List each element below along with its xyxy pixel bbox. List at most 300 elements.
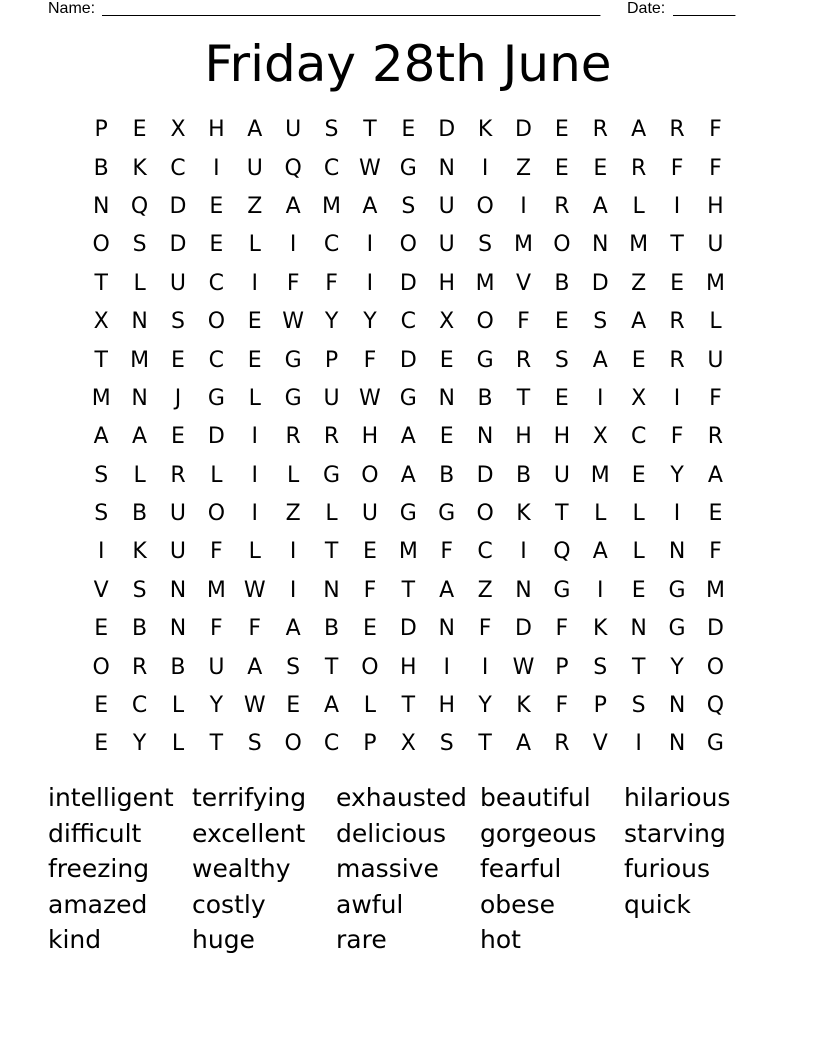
grid-cell[interactable]: N [131,309,148,335]
grid-cell[interactable]: E [401,117,416,143]
grid-cell[interactable]: S [247,731,262,757]
grid-cell[interactable]: R [285,424,301,450]
grid-cell[interactable]: M [130,347,150,373]
grid-cell[interactable]: B [477,385,493,411]
grid-cell[interactable]: U [323,385,340,411]
grid-cell[interactable]: G [284,347,302,373]
grid-cell[interactable]: O [399,232,417,258]
grid-cell[interactable]: T [324,654,339,680]
word-list-item: difficult [48,818,142,848]
grid-cell[interactable]: M [705,577,725,603]
grid-cell[interactable]: R [669,117,685,143]
grid-cell[interactable]: S [439,731,454,757]
grid-cell[interactable]: L [632,539,645,565]
grid-cell[interactable]: E [247,309,262,335]
grid-cell[interactable]: F [286,270,300,296]
grid-cell[interactable]: A [592,347,608,373]
grid-cell[interactable]: U [208,654,225,680]
grid-cell[interactable]: D [399,270,417,296]
grid-cell[interactable]: N [515,577,532,603]
grid-cell[interactable]: Z [285,501,301,527]
grid-cell[interactable]: A [707,462,723,488]
grid-cell[interactable]: F [248,616,262,642]
grid-cell[interactable]: R [592,117,608,143]
page-title: Friday 28th June [204,35,612,93]
grid-cell[interactable]: F [709,539,722,565]
grid-cell[interactable]: E [209,232,224,258]
grid-cell[interactable]: K [516,501,531,527]
grid-cell[interactable]: N [323,577,340,603]
grid-cell[interactable]: O [706,654,725,680]
grid-cell[interactable]: O [476,309,494,335]
grid-cell[interactable]: T [516,385,531,411]
grid-cell[interactable]: E [362,539,377,565]
grid-cell[interactable]: S [286,654,301,680]
grid-cell[interactable]: M [398,539,418,565]
grid-cell[interactable]: I [251,270,258,296]
grid-cell[interactable]: X [400,731,416,757]
grid-cell[interactable]: A [400,462,416,488]
grid-cell[interactable]: M [475,270,495,296]
grid-cell[interactable]: E [439,347,454,373]
grid-cell[interactable]: I [481,155,489,181]
grid-cell[interactable]: E [439,424,454,450]
grid-cell[interactable]: I [366,270,374,296]
grid-cell[interactable]: T [363,117,377,143]
grid-cell[interactable]: N [476,424,494,450]
grid-cell[interactable]: R [554,731,570,757]
grid-cell[interactable]: M [629,232,649,258]
grid-cell[interactable]: L [248,385,261,411]
grid-cell[interactable]: L [210,462,223,488]
grid-cell[interactable]: T [94,347,108,373]
grid-cell[interactable]: C [323,232,340,258]
grid-cell[interactable]: V [515,270,532,296]
grid-cell[interactable]: P [94,117,108,143]
grid-cell[interactable]: O [476,193,494,219]
grid-cell[interactable]: F [670,155,684,181]
grid-cell[interactable]: E [631,347,646,373]
grid-cell[interactable]: A [439,577,455,603]
grid-cell[interactable]: N [668,693,686,719]
grid-cell[interactable]: N [592,232,609,258]
grid-cell[interactable]: V [592,731,608,757]
grid-cell[interactable]: D [399,616,417,642]
date-field-line[interactable]: _______ [673,0,736,17]
grid-cell[interactable]: F [210,539,223,565]
grid-cell[interactable]: E [132,117,147,143]
grid-cell[interactable]: I [289,232,297,258]
grid-cell[interactable]: T [209,731,224,757]
grid-cell[interactable]: I [481,654,489,680]
grid-cell[interactable]: R [554,193,570,219]
grid-cell[interactable]: K [132,539,147,565]
grid-cell[interactable]: F [709,385,722,411]
grid-cell[interactable]: A [285,616,301,642]
grid-cell[interactable]: O [284,731,302,757]
grid-cell[interactable]: R [170,462,186,488]
grid-cell[interactable]: U [707,347,724,373]
grid-cell[interactable]: U [361,501,378,527]
grid-cell[interactable]: B [323,616,340,642]
grid-cell[interactable]: A [631,309,647,335]
grid-cell[interactable]: Q [553,539,571,565]
grid-cell[interactable]: P [593,693,607,719]
grid-cell[interactable]: A [324,693,340,719]
grid-cell[interactable]: W [359,155,381,181]
word-list-item: obese [480,889,555,919]
grid-cell[interactable]: Z [515,155,532,181]
grid-cell[interactable]: T [478,731,492,757]
grid-cell[interactable]: B [439,462,455,488]
grid-cell[interactable]: V [93,577,109,603]
grid-cell[interactable]: U [285,117,302,143]
grid-cell[interactable]: D [169,232,187,258]
grid-cell[interactable]: G [207,385,225,411]
grid-cell[interactable]: A [247,117,263,143]
grid-cell[interactable]: C [400,309,416,335]
grid-cell[interactable]: I [251,462,258,488]
grid-cell[interactable]: B [132,616,148,642]
grid-cell[interactable]: W [359,385,381,411]
grid-cell[interactable]: Q [284,155,302,181]
grid-cell[interactable]: T [670,232,684,258]
grid-cell[interactable]: R [669,347,685,373]
grid-cell[interactable]: U [438,232,455,258]
grid-cell[interactable]: T [324,539,339,565]
grid-cell[interactable]: Q [130,193,149,219]
grid-cell[interactable]: G [668,616,686,642]
grid-cell[interactable]: W [243,693,266,719]
grid-cell[interactable]: A [132,424,148,450]
grid-cell[interactable]: E [708,501,723,527]
grid-cell[interactable]: D [399,347,417,373]
grid-cell[interactable]: K [593,616,608,642]
grid-cell[interactable]: N [438,155,455,181]
grid-cell[interactable]: N [131,385,148,411]
grid-cell[interactable]: A [247,654,263,680]
grid-cell[interactable]: N [438,385,455,411]
grid-cell[interactable]: W [282,309,305,335]
grid-cell[interactable]: E [554,155,569,181]
word-list-item: massive [336,854,439,883]
grid-cell[interactable]: E [631,577,646,603]
grid-cell[interactable]: B [93,155,109,181]
grid-cell[interactable]: F [555,693,569,719]
grid-cell[interactable]: D [515,616,532,642]
grid-cell[interactable]: D [706,616,724,642]
grid-cell[interactable]: Y [478,693,492,719]
grid-cell[interactable]: U [707,232,724,258]
grid-cell[interactable]: U [169,270,187,296]
grid-cell[interactable]: L [133,270,146,296]
grid-cell[interactable]: U [553,462,570,488]
word-list-item: quick [624,889,691,919]
grid-cell[interactable]: S [593,309,608,335]
grid-cell[interactable]: C [131,693,148,719]
grid-cell[interactable]: H [438,693,455,719]
grid-cell[interactable]: O [207,501,226,527]
grid-cell[interactable]: B [132,501,148,527]
grid-cell[interactable]: O [92,654,110,680]
grid-cell[interactable]: X [631,385,647,411]
grid-cell[interactable]: G [553,577,571,603]
grid-cell[interactable]: G [438,501,456,527]
grid-cell[interactable]: Y [670,654,684,680]
grid-cell[interactable]: A [515,731,532,757]
grid-cell[interactable]: L [325,501,338,527]
grid-cell[interactable]: S [478,232,493,258]
letter-grid [82,111,735,764]
grid-cell[interactable]: E [171,424,185,450]
grid-cell[interactable]: F [325,270,338,296]
grid-cell[interactable]: F [363,577,377,603]
word-list-item: wealthy [192,854,291,883]
grid-cell[interactable]: O [553,232,571,258]
grid-cell[interactable]: L [709,309,722,335]
grid-cell[interactable]: S [554,347,569,373]
grid-cell[interactable]: P [555,654,569,680]
grid-cell[interactable]: N [169,577,187,603]
grid-cell[interactable]: I [443,654,450,680]
grid-cell[interactable]: S [132,232,147,258]
grid-cell[interactable]: I [520,539,527,565]
grid-cell[interactable]: X [93,309,109,335]
grid-cell[interactable]: C [323,155,340,181]
grid-cell[interactable]: H [361,424,379,450]
grid-cell[interactable]: X [592,424,608,450]
name-field-line[interactable]: ________________________________________________________ [102,0,601,17]
grid-cell[interactable]: A [400,424,416,450]
grid-cell[interactable]: L [248,539,261,565]
grid-cell[interactable]: G [399,385,417,411]
grid-cell[interactable]: D [591,270,609,296]
grid-cell[interactable]: C [170,155,186,181]
grid-cell[interactable]: S [593,654,608,680]
word-list-item: rare [336,925,387,954]
grid-cell[interactable]: R [707,424,724,450]
grid-cell[interactable]: N [668,539,686,565]
grid-cell[interactable]: F [517,309,530,335]
grid-cell[interactable]: T [631,654,646,680]
grid-cell[interactable]: I [520,193,527,219]
grid-cell[interactable]: S [170,309,185,335]
grid-cell[interactable]: A [362,193,378,219]
grid-cell[interactable]: A [592,193,608,219]
grid-cell[interactable]: E [286,693,301,719]
grid-cell[interactable]: N [169,616,187,642]
grid-cell[interactable]: L [594,501,607,527]
grid-cell[interactable]: A [285,193,301,219]
grid-cell[interactable]: S [132,577,147,603]
grid-cell[interactable]: U [169,501,187,527]
grid-cell[interactable]: E [247,347,262,373]
grid-cell[interactable]: Y [209,693,224,719]
grid-cell[interactable]: H [438,270,455,296]
grid-cell[interactable]: R [631,155,647,181]
grid-cell[interactable]: E [554,309,569,335]
grid-cell[interactable]: T [401,693,416,719]
grid-cell[interactable]: D [476,462,494,488]
grid-cell[interactable]: L [248,232,261,258]
grid-cell[interactable]: G [476,347,494,373]
grid-cell[interactable]: W [243,577,266,603]
grid-cell[interactable]: G [399,501,417,527]
grid-cell[interactable]: R [131,654,148,680]
grid-cell[interactable]: S [94,462,109,488]
grid-cell[interactable]: U [438,193,455,219]
grid-cell[interactable]: Y [363,309,377,335]
grid-cell[interactable]: H [515,424,532,450]
grid-cell[interactable]: S [324,117,339,143]
grid-cell[interactable]: E [362,616,377,642]
grid-cell[interactable]: I [251,501,258,527]
grid-cell[interactable]: M [206,577,226,603]
grid-cell[interactable]: X [170,117,186,143]
grid-cell[interactable]: F [440,539,454,565]
grid-cell[interactable]: H [553,424,571,450]
grid-cell[interactable]: R [323,424,340,450]
word-list-item: freezing [48,854,150,883]
grid-cell[interactable]: N [438,616,455,642]
grid-cell[interactable]: B [554,270,570,296]
grid-cell[interactable]: E [631,462,646,488]
grid-cell[interactable]: G [706,731,724,757]
grid-cell[interactable]: Y [132,731,147,757]
grid-cell[interactable]: S [94,501,109,527]
grid-cell[interactable]: Y [670,462,684,488]
grid-cell[interactable]: I [597,385,604,411]
grid-cell[interactable]: P [324,347,339,373]
grid-cell[interactable]: S [631,693,646,719]
grid-cell[interactable]: E [94,693,109,719]
grid-cell[interactable]: L [133,462,146,488]
grid-cell[interactable]: E [554,385,569,411]
grid-cell[interactable]: O [92,232,110,258]
grid-cell[interactable]: D [169,193,187,219]
grid-cell[interactable]: E [554,117,569,143]
grid-cell[interactable]: F [709,155,722,181]
grid-cell[interactable]: F [709,117,722,143]
grid-cell[interactable]: L [632,501,645,527]
grid-cell[interactable]: R [669,309,685,335]
grid-cell[interactable]: J [174,385,182,411]
grid-cell[interactable]: L [363,693,377,719]
grid-cell[interactable]: O [476,501,494,527]
grid-cell[interactable]: D [207,424,225,450]
grid-cell[interactable]: P [363,731,377,757]
grid-cell[interactable]: Z [247,193,263,219]
grid-cell[interactable]: T [401,577,416,603]
grid-cell[interactable]: Y [324,309,339,335]
grid-cell[interactable]: G [284,385,302,411]
grid-cell[interactable]: W [512,654,535,680]
grid-cell[interactable]: G [323,462,341,488]
grid-cell[interactable]: Z [631,270,647,296]
grid-cell[interactable]: K [477,117,493,143]
grid-cell[interactable]: F [670,424,684,450]
grid-cell[interactable]: R [515,347,532,373]
grid-cell[interactable]: Q [706,693,725,719]
grid-cell[interactable]: I [97,539,105,565]
grid-cell[interactable]: E [171,347,185,373]
grid-cell[interactable]: E [94,616,109,642]
grid-cell[interactable]: N [92,193,110,219]
grid-cell[interactable]: I [673,385,681,411]
grid-cell[interactable]: H [707,193,724,219]
grid-cell[interactable]: C [477,539,493,565]
grid-cell[interactable]: O [361,462,379,488]
grid-cell[interactable]: H [208,117,225,143]
grid-cell[interactable]: L [632,193,645,219]
grid-cell[interactable]: F [363,347,377,373]
grid-cell[interactable]: B [515,462,532,488]
grid-cell[interactable]: L [287,462,300,488]
grid-cell[interactable]: L [171,693,185,719]
grid-cell[interactable]: A [93,424,109,450]
grid-cell[interactable]: D [438,117,456,143]
grid-cell[interactable]: F [210,616,223,642]
grid-cell[interactable]: M [514,232,533,258]
grid-cell[interactable]: K [132,155,147,181]
grid-cell[interactable]: I [597,577,604,603]
grid-cell[interactable]: F [555,616,569,642]
grid-cell[interactable]: I [673,193,681,219]
grid-cell[interactable]: E [670,270,684,296]
grid-cell[interactable]: Z [477,577,493,603]
grid-cell[interactable]: H [400,654,417,680]
grid-cell[interactable]: I [635,731,642,757]
grid-cell[interactable]: M [705,270,725,296]
grid-cell[interactable]: X [439,309,455,335]
grid-cell[interactable]: C [630,424,647,450]
grid-cell[interactable]: K [516,693,531,719]
grid-cell[interactable]: I [213,155,220,181]
grid-cell[interactable]: F [478,616,492,642]
grid-cell[interactable]: I [673,501,681,527]
grid-cell[interactable]: E [94,731,109,757]
grid-cell[interactable]: C [208,347,225,373]
grid-cell[interactable]: O [361,654,379,680]
grid-cell[interactable]: C [208,270,225,296]
grid-cell[interactable]: N [668,731,686,757]
grid-cell[interactable]: A [592,539,608,565]
grid-cell[interactable]: B [170,654,186,680]
grid-cell[interactable]: I [366,232,374,258]
grid-cell[interactable]: E [209,193,224,219]
grid-cell[interactable]: M [590,462,610,488]
grid-cell[interactable]: U [169,539,187,565]
grid-cell[interactable]: I [289,577,297,603]
grid-cell[interactable]: G [399,155,417,181]
grid-cell[interactable]: D [515,117,532,143]
grid-cell[interactable]: T [555,501,569,527]
grid-cell[interactable]: N [630,616,647,642]
grid-cell[interactable]: I [251,424,258,450]
grid-cell[interactable]: M [322,193,342,219]
grid-cell[interactable]: G [668,577,686,603]
grid-cell[interactable]: I [289,539,297,565]
grid-cell[interactable]: O [207,309,226,335]
grid-cell[interactable]: U [246,155,263,181]
grid-cell[interactable]: C [323,731,340,757]
grid-cell[interactable]: M [91,385,111,411]
grid-cell[interactable]: E [593,155,608,181]
grid-cell[interactable]: S [401,193,416,219]
grid-cell[interactable]: T [94,270,108,296]
grid-cell[interactable]: A [631,117,647,143]
grid-cell[interactable]: L [171,731,185,757]
